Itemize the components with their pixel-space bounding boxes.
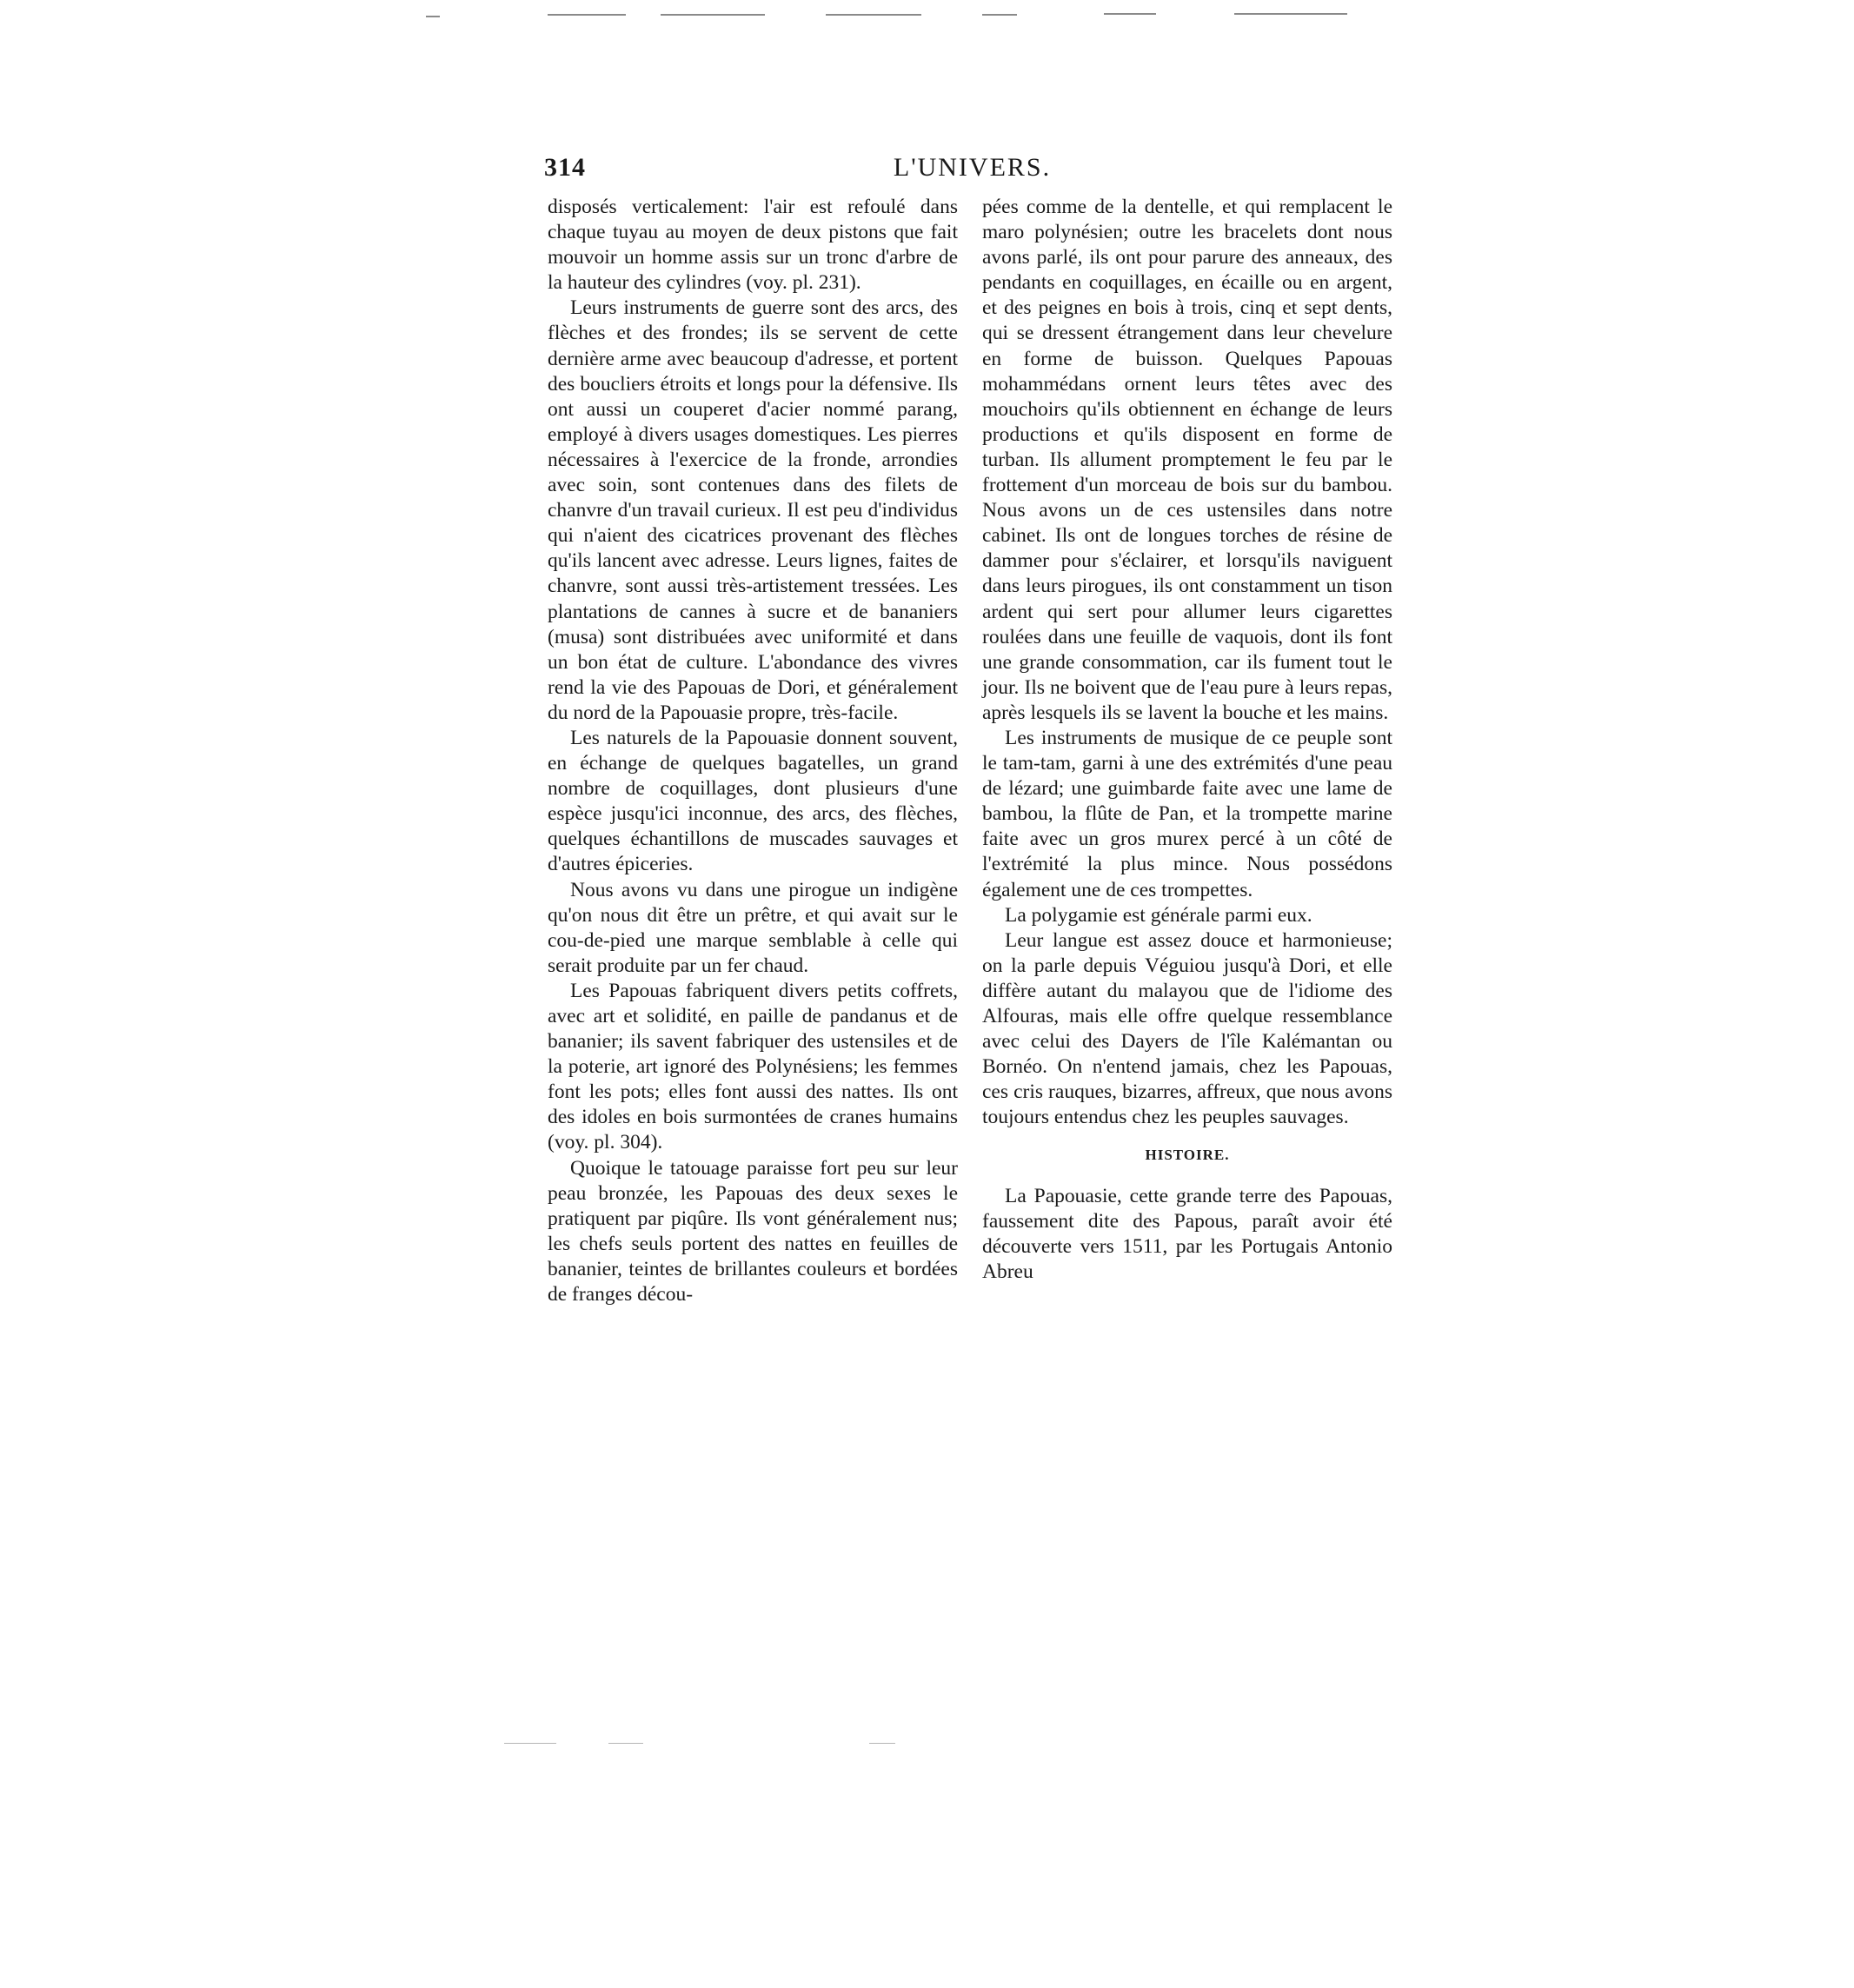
right-column [982, 195, 1392, 1285]
scan-noise-bottom [504, 1743, 556, 1744]
paragraph: Nous avons vu dans une pirogue un indigène qu'on nous dit être un prêtre, et qui avait sur le cou-de-pied une marque semblable à celle qui serait produite par un fer chaud. [548, 878, 958, 977]
section-heading: HISTOIRE. [1145, 1147, 1230, 1164]
scan-noise-top [661, 14, 765, 16]
paragraph: La Papouasie, cette grande terre des Papouas, faussement dite des Papous, paraît avoir été découverte vers 1511, par les Portugais Antonio Abreu [982, 1184, 1392, 1283]
scan-noise-top [1234, 13, 1347, 15]
paragraph: Les naturels de la Papouasie donnent souvent, en échange de quelques bagatelles, un grand nombre de coquillages, dont plusieurs d'une espèce jusqu'ici inconnue, des arcs, des flèches, quelques échantillons de muscades sauvages et d'autres épiceries. [548, 726, 958, 876]
paragraph: disposés verticalement: l'air est refoulé dans chaque tuyau au moyen de deux pistons que fait mouvoir un homme assis sur un tronc d'arbre de la hauteur des cylindres (voy. pl. 231). [548, 196, 958, 295]
paragraph: Quoique le tatouage paraisse fort peu sur leur peau bronzée, les Papouas des deux sexes le pratiquent par piqûre. Ils vont généralement nus; les chefs seuls portent des nattes en feuilles de bananier, teintes de brillantes couleurs et bordées de franges décou- [548, 1156, 958, 1306]
paragraph: Les Papouas fabriquent divers petits coffrets, avec art et solidité, en paille de pandanus et de bananier; ils savent fabriquer des ustensiles et de la poterie, art ignoré des Polynésiens; les femmes font les pots; elles font aussi des nattes. Ils ont des idoles en bois surmontées de cranes humains (voy. pl. 304). [548, 979, 958, 1154]
scan-noise-top [826, 14, 921, 16]
page-number: 314 [544, 153, 586, 182]
scan-noise-top [548, 14, 626, 16]
scan-noise-bottom [608, 1743, 643, 1744]
running-head [544, 153, 1400, 188]
scan-noise-bottom [869, 1743, 895, 1744]
paragraph: La polygamie est générale parmi eux. [1005, 903, 1312, 927]
scan-noise-top [1104, 13, 1156, 15]
paragraph: pées comme de la dentelle, et qui remplacent le maro polynésien; outre les bracelets dont nous avons parlé, ils ont pour parure des anneaux, des pendants en coquillages, en écaille ou en argent, et des peignes en bois à trois, cinq et sept dents, qui se dressent étrangement dans leur chevelure en forme de buisson. Quelques Papouas mohammédans ornent leurs têtes avec des mouchoirs qu'ils obtiennent en échange de leurs productions et qu'ils disposent en forme de turban. Ils allument promptement le feu par le frottement d'un morceau de bois sur du bambou. Nous avons un de ces ustensiles dans notre cabinet. Ils ont de longues torches de résine de dammer pour s'éclairer, et lorsqu'ils naviguent dans leurs pirogues, ils ont constamment un tison ardent qui sert pour allumer leurs cigarettes roulées dans une feuille de vaquois, dont ils font une grande consommation, car ils fument tout le jour. Ils ne boivent que de l'eau pure à leurs repas, après lesquels ils se lavent la bouche et les mains. [982, 196, 1392, 724]
scan-noise-top [426, 16, 440, 17]
paragraph: Leurs instruments de guerre sont des arcs, des flèches et des frondes; ils se servent de cette dernière arme avec beaucoup d'adresse, et portent des boucliers étroits et longs pour la défensive. Ils ont aussi un couperet d'acier nommé parang, employé à divers usages domestiques. Les pierres nécessaires à l'exercice de la fronde, arrondies avec soin, sont contenues dans des filets de chanvre d'un travail curieux. Il est peu d'individus qui n'aient des cicatrices provenant des flèches qu'ils lancent avec adresse. Leurs lignes, faites de chanvre, sont aussi très-artistement tressées. Les plantations de cannes à sucre et de bananiers (musa) sont distribuées avec uniformité et dans un bon état de culture. L'abondance des vivres rend la vie des Papouas de Dori, et généralement du nord de la Papouasie propre, très-facile. [548, 296, 958, 724]
left-column [548, 195, 958, 1307]
running-title: L'UNIVERS. [893, 153, 1052, 182]
paragraph: Les instruments de musique de ce peuple sont le tam-tam, garni à une des extrémités d'une peau de lézard; une guimbarde faite avec une lame de bambou, la flûte de Pan, et la trompette marine faite avec un gros murex percé à un côté de l'extrémité la plus mince. Nous possédons également une de ces trompettes. [982, 726, 1392, 901]
paragraph: Leur langue est assez douce et harmonieuse; on la parle depuis Véguiou jusqu'à Dori, et elle diffère autant du malayou que de l'idiome des Alfouras, mais elle offre quelque ressemblance avec celui des Dayers de l'île Kalémantan ou Bornéo. On n'entend jamais, chez les Papouas, ces cris rauques, bizarres, affreux, que nous avons toujours entendus chez les peuples sauvages. [982, 928, 1392, 1129]
scan-noise-top [982, 14, 1017, 16]
